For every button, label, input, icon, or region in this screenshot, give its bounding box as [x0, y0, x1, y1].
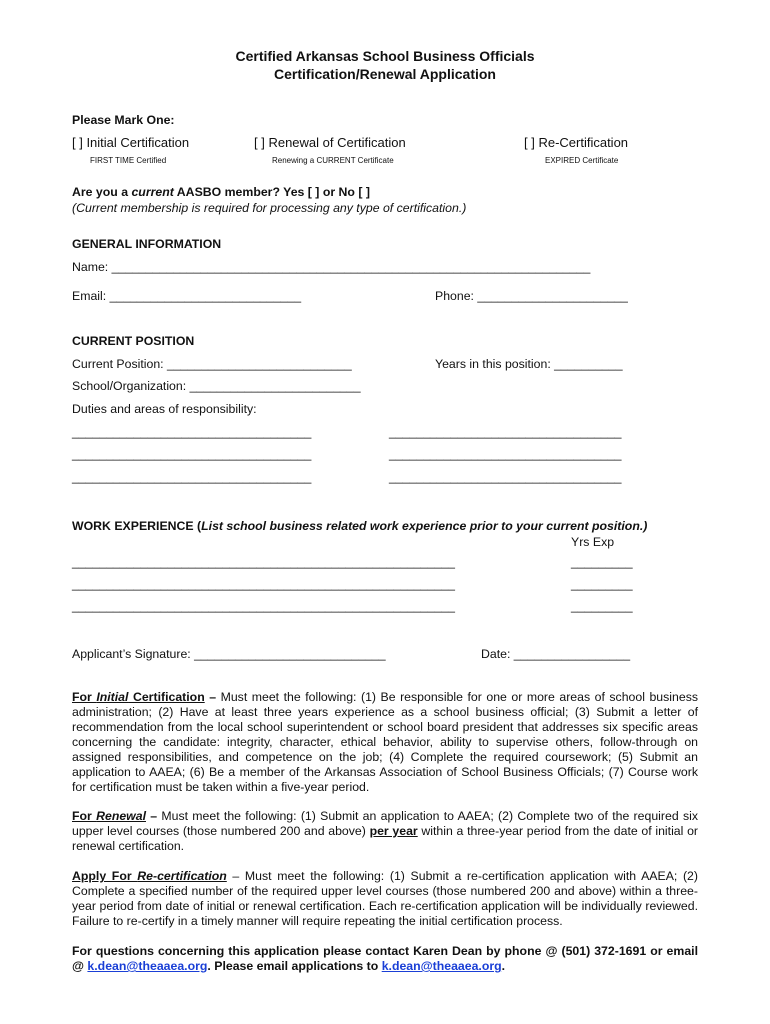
- work-experience-heading: WORK EXPERIENCE (List school business related work experience prior to your current position.): [72, 519, 648, 533]
- form-title: Certified Arkansas School Business Officials: [235, 48, 535, 64]
- form-subtitle: Certification/Renewal Application: [274, 66, 496, 82]
- years-in-position-field[interactable]: Years in this position: __________: [435, 357, 623, 371]
- duties-line[interactable]: ___________________________________: [72, 425, 312, 439]
- applicant-signature-field[interactable]: Applicant’s Signature: ____________________________: [72, 647, 386, 661]
- initial-certification-requirements: For Initial Certification – Must meet the following: (1) Be responsible for one or more areas of school business administration; (2) Have at least three years experience as a school business official; (3) Submit a letter of recommendation from the local school superintendent or school board president that addresses six specific areas concerning the candidate: integrity, character, ethical behavior, ability to supervise others, follow-through on assigned responsibilities, and competence on the job; (4) Complete the required coursework; (5) Submit an application to AAEA; (6) Be a member of the Arkansas Association of School Business Officials; (7) Course work for certification must be taken within a five-year period.: [72, 690, 698, 794]
- years-experience-line[interactable]: _________: [571, 555, 633, 569]
- contact-info: For questions concerning this application please contact Karen Dean by phone @ (501) 372-1691 or email @ k.dean@theaaea.org. Please email applications to k.dean@theaaea.org.: [72, 944, 698, 973]
- years-experience-line[interactable]: _________: [571, 599, 633, 613]
- mark-one-label: Please Mark One:: [72, 113, 175, 127]
- option-renewal-certification[interactable]: [ ] Renewal of Certification: [254, 135, 406, 150]
- duties-line[interactable]: __________________________________: [389, 470, 622, 484]
- work-experience-line[interactable]: ________________________________________________________: [72, 577, 455, 591]
- option-re-certification-note: EXPIRED Certificate: [545, 156, 619, 165]
- duties-line[interactable]: ___________________________________: [72, 447, 312, 461]
- work-experience-line[interactable]: ________________________________________________________: [72, 555, 455, 569]
- option-renewal-note: Renewing a CURRENT Certificate: [272, 156, 394, 165]
- membership-note: (Current membership is required for processing any type of certification.): [72, 201, 467, 215]
- email-field[interactable]: Email: ____________________________: [72, 289, 302, 303]
- current-position-field[interactable]: Current Position: ___________________________: [72, 357, 352, 371]
- years-experience-line[interactable]: _________: [571, 577, 633, 591]
- work-experience-line[interactable]: ________________________________________________________: [72, 599, 455, 613]
- membership-question: Are you a current AASBO member? Yes [ ] or No [ ]: [72, 185, 370, 199]
- option-re-certification[interactable]: [ ] Re-Certification: [524, 135, 629, 150]
- option-initial-note: FIRST TIME Certified: [90, 156, 167, 165]
- general-info-heading: GENERAL INFORMATION: [72, 237, 222, 251]
- re-certification-requirements: Apply For Re-certification – Must meet the following: (1) Submit a re-certification application with AAEA; (2) Complete a specified number of the required upper level courses (those numbered 200 and above) within a three-year period from date of initial or renewal certification. Each re-certification application will be individually reviewed. Failure to re-certify in a timely manner will require repeating the initial certification process.: [72, 869, 698, 928]
- application-email-link[interactable]: k.dean@theaaea.org: [381, 959, 502, 973]
- date-field[interactable]: Date: _________________: [481, 647, 631, 661]
- name-field[interactable]: Name: ______________________________________________________________________: [72, 260, 591, 274]
- option-initial-certification[interactable]: [ ] Initial Certification: [72, 135, 190, 150]
- years-experience-label: Yrs Exp: [571, 535, 615, 549]
- current-position-heading: CURRENT POSITION: [72, 334, 195, 348]
- duties-line[interactable]: ___________________________________: [72, 470, 312, 484]
- duties-line[interactable]: __________________________________: [389, 425, 622, 439]
- contact-email-link[interactable]: k.dean@theaaea.org: [87, 959, 208, 973]
- duties-line[interactable]: __________________________________: [389, 447, 622, 461]
- duties-label: Duties and areas of responsibility:: [72, 402, 257, 416]
- phone-field[interactable]: Phone: ______________________: [435, 289, 628, 303]
- renewal-requirements: For Renewal – Must meet the following: (1) Submit an application to AAEA; (2) Complete two of the required six upper level courses (those numbered 200 and above) per year within a three-year period from the date of initial or renewal certification.: [72, 809, 699, 853]
- school-organization-field[interactable]: School/Organization: _________________________: [72, 379, 361, 393]
